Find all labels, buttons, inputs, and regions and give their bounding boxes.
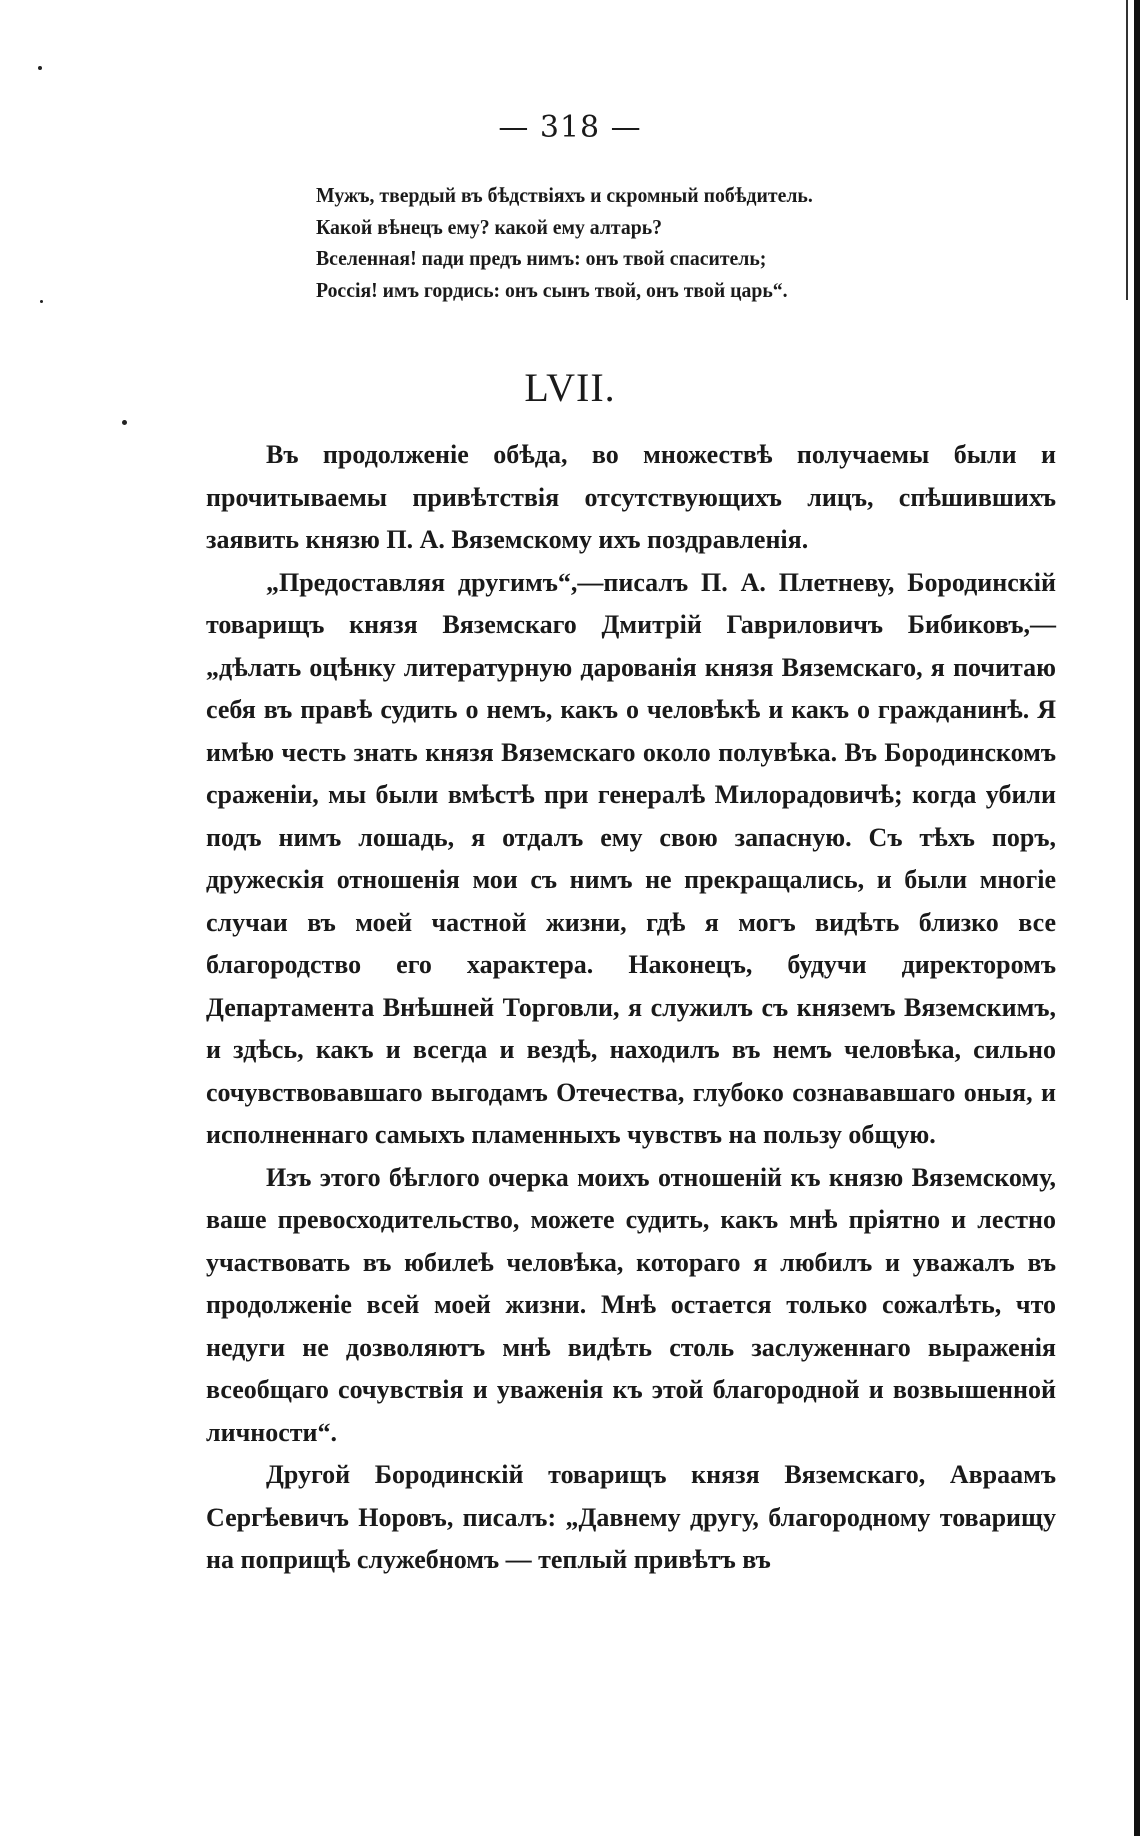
page-number: — 318 — — [498, 110, 642, 145]
page-edge-mark — [1126, 0, 1128, 300]
paragraph: Другой Бородинскій товарищъ князя Вяземскаго, Авраамъ Сергѣевичъ Норовъ, писалъ: „Давнему другу, благородному товарищу на поприщѣ служебномъ — теплый привѣтъ въ — [206, 1460, 1056, 1574]
paragraph: „Предоставляя другимъ“,—писалъ П. А. Плетневу, Бородинскій товарищъ князя Вяземскаго Дмитрій Гавриловичъ Бибиковъ,—„дѣлать оцѣнку литературную дарованія князя Вяземскаго, я почитаю себя въ правѣ судить о немъ, какъ о человѣкѣ и какъ о гражданинѣ. Я имѣю честь знать князя Вяземскаго около полувѣка. Въ Бородинскомъ сраженіи, мы были вмѣстѣ при генералѣ Милорадовичѣ; когда убили подъ нимъ лошадь, я отдалъ ему свою запасную. Съ тѣхъ поръ, дружескія отношенія мои съ нимъ не прекращались, и были многіе случаи въ моей частной жизни, гдѣ я могъ видѣть близко все благородство его характера. Наконецъ, будучи директоромъ Департамента Внѣшней Торговли, я служилъ съ княземъ Вяземскимъ, и здѣсь, какъ и всегда и вездѣ, находилъ въ немъ человѣка, сильно сочувствовавшаго выгодамъ Отечества, глубоко сознававшаго оныя, и исполненнаго самыхъ пламенныхъ чувствъ на пользу общую. — [206, 567, 1056, 1149]
poem-line: Вселенная! пади предъ нимъ: онъ твой спаситель; — [316, 246, 767, 270]
scan-speck — [40, 300, 43, 303]
paragraph: Изъ этого бѣглого очерка моихъ отношеній къ князю Вяземскому, ваше превосходительство, можете судить, какъ мнѣ пріятно и лестно участвовать въ юбилеѣ человѣка, котораго я любилъ и уважалъ въ продолженіе всей моей жизни. Мнѣ остается только сожалѣть, что недуги не дозволяютъ мнѣ видѣть столь заслуженнаго выраженія всеобщаго сочувствія и уваженія къ этой благородной и возвышенной личности“. — [206, 1162, 1056, 1447]
page-edge-line — [1134, 0, 1140, 1836]
poem-line: Мужъ, твердый въ бѣдствіяхъ и скромный побѣдитель. — [316, 183, 813, 207]
scan-speck — [122, 420, 127, 425]
paragraph: Въ продолженіе обѣда, во множествѣ получаемы были и прочитываемы привѣтствія отсутствующихъ лицъ, спѣшившихъ заявить князю П. А. Вяземскому ихъ поздравленія. — [206, 440, 1056, 554]
chapter-heading: LVII. — [524, 365, 616, 410]
poem-line: Россія! имъ гордись: онъ сынъ твой, онъ твой царь“. — [316, 277, 788, 302]
poem-stanza — [316, 180, 936, 306]
poem-line: Какой вѣнецъ ему? какой ему алтарь? — [316, 214, 663, 239]
scan-speck — [38, 66, 42, 70]
body-text — [206, 434, 1056, 1582]
